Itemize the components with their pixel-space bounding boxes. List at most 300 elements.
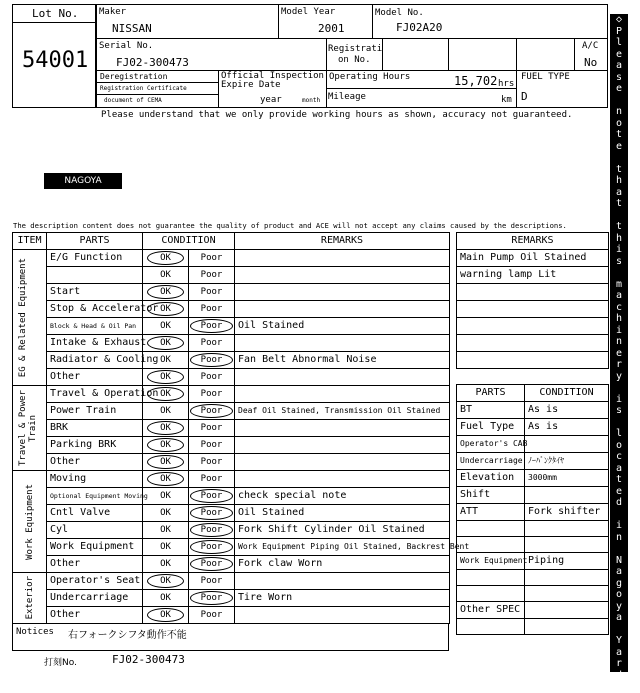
fuel-type-value: D [521,90,528,103]
spec-condition: ﾉｰﾊﾞﾝｸﾀｲﾔ [525,453,609,470]
banner-char [610,543,628,555]
remark: Fork claw Worn [235,556,450,573]
part-name: Moving [47,471,143,488]
banner-char: a [615,646,623,658]
condition-ok: OK [147,302,184,316]
spec-row [457,470,609,487]
remarks-row [457,352,609,369]
condition-ok: OK [160,491,171,501]
spec-row [457,487,609,504]
condition-poor: Poor [200,440,223,450]
table-row [13,488,450,505]
spec-part [457,570,525,586]
condition-ok-cell[interactable] [143,522,189,539]
remark [235,420,450,437]
stamp-no-value: FJ02-300473 [112,653,185,666]
group-name: EG & Related Equipment [17,257,28,378]
banner-char: i [615,244,623,255]
spec-row [457,537,609,553]
banner-char: s [615,405,623,416]
condition-ok: OK [147,251,184,265]
table-row [13,369,450,386]
table-row [13,318,450,335]
condition-poor-cell[interactable] [189,403,235,420]
spec-part: Operator's CAB [457,436,525,453]
group-name: Work Equipment [24,483,35,560]
banner-char: h [615,232,623,244]
remarks-text [457,335,609,352]
spec-row [457,553,609,570]
spec-row [457,504,609,521]
table-row [13,471,450,488]
part-name: Radiator & Cooling [47,352,143,369]
condition-poor-cell[interactable] [189,556,235,573]
condition-ok: OK [147,387,184,401]
remarks-text [457,284,609,301]
condition-poor: Poor [200,372,223,382]
banner-char: g [615,577,623,589]
condition-ok-cell[interactable] [143,403,189,420]
banner-char [610,95,628,107]
lot-number: 54001 [22,48,89,73]
banner-char [610,267,628,279]
stamp-no-label: 打刻No. [44,658,77,668]
table-row [13,607,450,624]
banner-char: y [615,370,623,382]
spec-condition [525,619,609,635]
condition-ok: OK [147,472,184,486]
part-name: Intake & Exhaust [47,335,143,352]
part-name: Power Train [47,403,143,420]
condition-ok-cell[interactable] [143,420,189,437]
notices-value: 右フォークシフタ動作不能 [68,630,187,641]
table-row [13,505,450,522]
disclaimer: The description content does not guarantee the quality of product and ACE will not accept any claims caused by the descriptions. [13,221,567,230]
banner-char: e [615,347,623,359]
banner-char [610,210,628,222]
spec-row [457,602,609,619]
remarks-text [457,352,609,369]
banner-char: h [615,175,623,186]
condition-ok: OK [160,355,171,365]
condition-ok: OK [160,525,171,535]
condition-poor-cell[interactable] [189,386,235,403]
remark: check special note [235,488,450,505]
banner-char: o [615,117,623,129]
condition-poor: Poor [190,523,234,537]
condition-poor: Poor [190,506,234,520]
mileage-label: Mileage [328,92,366,102]
remark [235,386,450,403]
banner-char: r [615,359,623,370]
condition-poor: Poor [200,253,223,263]
banner-char: a [615,186,623,198]
remark [235,573,450,590]
remarks-text: Main Pump Oil Stained [457,250,609,267]
condition-poor: Poor [190,540,234,554]
header-parts: PARTS [47,233,143,250]
table-row [13,420,450,437]
banner-char: c [615,451,623,462]
spec-condition: As is [525,419,609,436]
banner-char: d [615,497,623,508]
remark [235,471,450,488]
remarks-row [457,335,609,352]
condition-poor-cell[interactable] [189,522,235,539]
spec-table [456,384,609,635]
side-remarks-table [456,232,609,369]
condition-ok: OK [160,270,171,280]
condition-ok: OK [147,285,184,299]
spec-part [457,586,525,602]
condition-ok-cell[interactable] [143,454,189,471]
spec-condition [525,521,609,537]
banner-char: s [615,71,623,83]
condition-poor-cell[interactable] [189,505,235,522]
spec-condition: 3000mm [525,470,609,487]
condition-ok-cell[interactable] [143,556,189,573]
table-row [13,539,450,556]
remark: Oil Stained [235,505,450,522]
condition-poor: Poor [200,610,223,620]
condition-ok: OK [160,593,171,603]
deregistration-label: Deregistration [100,72,168,81]
notices-label: Notices [16,627,54,637]
banner-char: l [615,37,623,48]
remarks-text [457,318,609,335]
banner-char: n [615,106,623,117]
remarks-header-row [457,233,609,250]
banner-char: e [615,140,623,152]
condition-poor-cell[interactable] [189,590,235,607]
banner-char: i [615,393,623,405]
spec-part: Undercarriage [457,453,525,470]
condition-ok-cell[interactable] [143,471,189,488]
spec-parts-header: PARTS [457,385,525,402]
banner-char: i [615,520,623,531]
spec-part [457,619,525,635]
condition-ok: OK [147,608,184,622]
table-row [13,250,450,267]
condition-poor-cell[interactable] [189,318,235,335]
location-badge [44,173,122,189]
model-no-label: Model No. [375,8,424,18]
remarks-row [457,301,609,318]
banner-char: n [615,336,623,347]
banner-char: n [615,531,623,543]
accuracy-notice: Please understand that we only provide working hours as shown, accuracy not guaranteed. [101,110,573,120]
condition-poor: Poor [190,557,234,571]
header-item: ITEM [13,233,47,250]
condition-poor: Poor [190,319,234,333]
part-name: Operator's Seat [47,573,143,590]
banner-char: P [615,25,623,37]
condition-ok-cell[interactable] [143,573,189,590]
remark [235,607,450,624]
condition-poor: Poor [200,457,223,467]
condition-poor: Poor [200,270,223,280]
banner-char: t [615,221,623,232]
side-banner [610,14,628,692]
part-name: Other [47,454,143,471]
remark: Deaf Oil Stained, Transmission Oil Stained [235,403,450,420]
spec-row [457,521,609,537]
spec-condition [525,487,609,504]
remarks-row [457,318,609,335]
operating-hours-label: Operating Hours [329,72,411,82]
condition-ok-cell[interactable] [143,607,189,624]
banner-char: t [615,198,623,209]
hours-unit: hrs [498,79,515,89]
condition-poor-cell[interactable] [189,454,235,471]
inspection-label-1: Official Inspection [221,71,324,81]
operating-hours-value: 15,702 [454,74,498,88]
spec-condition-header: CONDITION [525,385,609,402]
condition-ok-cell[interactable] [143,505,189,522]
condition-ok-cell[interactable] [143,301,189,318]
group-name: Travel & Power Train [17,390,38,466]
condition-poor-cell[interactable] [189,488,235,505]
condition-ok: OK [160,559,171,569]
fuel-type-label: FUEL TYPE [521,72,570,82]
remark [235,250,450,267]
condition-ok: OK [147,336,184,350]
banner-char: a [615,60,623,71]
banner-char [610,382,628,394]
condition-ok-cell[interactable] [143,318,189,335]
spec-part: Other SPEC [457,602,525,619]
condition-ok-cell[interactable] [143,369,189,386]
year-unit: year [260,95,282,105]
spec-row [457,619,609,635]
ac-value: No [584,56,598,69]
part-name: Parking BRK [47,437,143,454]
part-name: Start [47,284,143,301]
inspection-label-2: Expire Date [221,80,281,90]
banner-char [610,509,628,521]
table-row [13,335,450,352]
banner-char: ◇ [615,681,623,692]
condition-ok: OK [147,421,184,435]
condition-poor-cell[interactable] [189,437,235,454]
banner-char: N [615,554,623,566]
spec-part: BT [457,402,525,419]
part-name: Cntl Valve [47,505,143,522]
spec-part: Elevation [457,470,525,487]
remarks-text: warning lamp Lit [457,267,609,284]
table-row [13,284,450,301]
spec-row [457,586,609,602]
condition-poor: Poor [190,591,234,605]
condition-ok: OK [147,455,184,469]
banner-char: ◇ [615,14,623,25]
condition-poor-cell[interactable] [189,539,235,556]
banner-char: l [615,428,623,439]
part-name: Work Equipment [47,539,143,556]
serial-label: Serial No. [99,41,154,51]
condition-ok-cell[interactable] [143,488,189,505]
part-name: Cyl [47,522,143,539]
spec-part: Shift [457,487,525,504]
spec-condition [525,537,609,553]
remarks-row [457,250,609,267]
banner-char [610,624,628,636]
condition-ok-cell[interactable] [143,590,189,607]
part-name: Undercarriage [47,590,143,607]
table-row [13,301,450,318]
spec-condition: As is [525,402,609,419]
condition-poor-cell[interactable] [189,607,235,624]
condition-poor: Poor [200,287,223,297]
banner-char: r [615,658,623,669]
remark [235,267,450,284]
condition-poor-cell[interactable] [189,250,235,267]
month-unit: month [302,97,321,104]
banner-char [610,152,628,164]
part-name: Block & Head & Oil Pan [47,318,143,335]
model-year-value: 2001 [318,22,345,35]
condition-ok: OK [160,321,171,331]
remark [235,301,450,318]
model-no-value: FJ02A20 [396,21,443,34]
remarks-header: REMARKS [457,233,609,250]
condition-poor: Poor [200,304,223,314]
registration-certificate-label: Registration Certificate [100,85,187,92]
part-name: Other [47,369,143,386]
spec-condition: Piping [525,553,609,570]
part-name: Other [47,556,143,573]
spec-condition [525,436,609,453]
part-name [47,267,143,284]
condition-poor-cell[interactable] [189,420,235,437]
part-name: Other [47,607,143,624]
remarks-row [457,284,609,301]
condition-ok-cell[interactable] [143,267,189,284]
remark: Tire Worn [235,590,450,607]
condition-poor-cell[interactable] [189,573,235,590]
group-label [13,250,47,386]
remark: Fork Shift Cylinder Oil Stained [235,522,450,539]
part-name: Stop & Accelerator [47,301,143,318]
condition-ok-cell[interactable] [143,284,189,301]
condition-poor-cell[interactable] [189,335,235,352]
part-name: E/G Function [47,250,143,267]
remark [235,335,450,352]
condition-poor-cell[interactable] [189,284,235,301]
header-condition: CONDITION [143,233,235,250]
condition-poor: Poor [190,353,234,367]
maker-label: Maker [99,7,127,17]
condition-poor: Poor [200,474,223,484]
spec-part: Work Equipment [457,553,525,570]
condition-poor-cell[interactable] [189,471,235,488]
maker-value: NISSAN [112,22,152,35]
model-year-label: Model Year [281,7,336,17]
registration-label-1: Registrati [328,44,383,54]
condition-poor: Poor [190,404,234,418]
condition-ok-cell[interactable] [143,335,189,352]
banner-char: e [615,48,623,60]
table-row [13,437,450,454]
banner-char: s [615,255,623,267]
table-row [13,556,450,573]
km-unit: km [501,95,512,105]
spec-row [457,436,609,453]
spec-part: ATT [457,504,525,521]
condition-poor: Poor [200,389,223,399]
condition-poor: Poor [200,576,223,586]
remark [235,284,450,301]
table-row [13,454,450,471]
banner-char: m [615,278,623,290]
remark [235,437,450,454]
banner-char: y [615,600,623,612]
banner-char: a [615,462,623,474]
remark [235,369,450,386]
table-row [13,522,450,539]
condition-ok: OK [160,406,171,416]
condition-ok: OK [147,370,184,384]
remarks-text [457,301,609,318]
registration-label-2: on No. [338,55,371,65]
banner-char: o [615,589,623,600]
banner-char: o [615,439,623,451]
location-label: NAGOYA [64,176,102,186]
group-name: Exterior [24,576,35,620]
lot-label: Lot No. [32,7,79,20]
spec-row [457,402,609,419]
condition-ok-cell[interactable] [143,539,189,556]
condition-ok-cell[interactable] [143,386,189,403]
remarks-row [457,267,609,284]
table-row [13,573,450,590]
condition-poor-cell[interactable] [189,267,235,284]
group-label [13,386,47,471]
part-name: Travel & Operation [47,386,143,403]
spec-part: Fuel Type [457,419,525,436]
banner-char: t [615,163,623,175]
spec-part [457,537,525,553]
condition-ok-cell[interactable] [143,437,189,454]
table-row [13,386,450,403]
remark: Fan Belt Abnormal Noise [235,352,450,369]
spec-condition: Fork shifter [525,504,609,521]
part-name: Optional Equipment Moving [47,488,143,505]
banner-char: a [615,612,623,623]
group-label [13,573,47,624]
condition-poor: Poor [200,423,223,433]
header-remarks: REMARKS [235,233,450,250]
spec-header-row [457,385,609,402]
remark [235,454,450,471]
spec-condition [525,602,609,619]
condition-ok: OK [160,508,171,518]
table-row [13,267,450,284]
condition-poor-cell[interactable] [189,352,235,369]
banner-char: Y [615,635,623,646]
condition-poor: Poor [200,338,223,348]
banner-char: a [615,566,623,577]
banner-char: e [615,83,623,94]
part-name: BRK [47,420,143,437]
condition-poor-cell[interactable] [189,369,235,386]
condition-poor-cell[interactable] [189,301,235,318]
condition-ok-cell[interactable] [143,250,189,267]
condition-ok: OK [147,438,184,452]
banner-char: a [615,290,623,301]
banner-char: h [615,313,623,324]
table-row [13,590,450,607]
